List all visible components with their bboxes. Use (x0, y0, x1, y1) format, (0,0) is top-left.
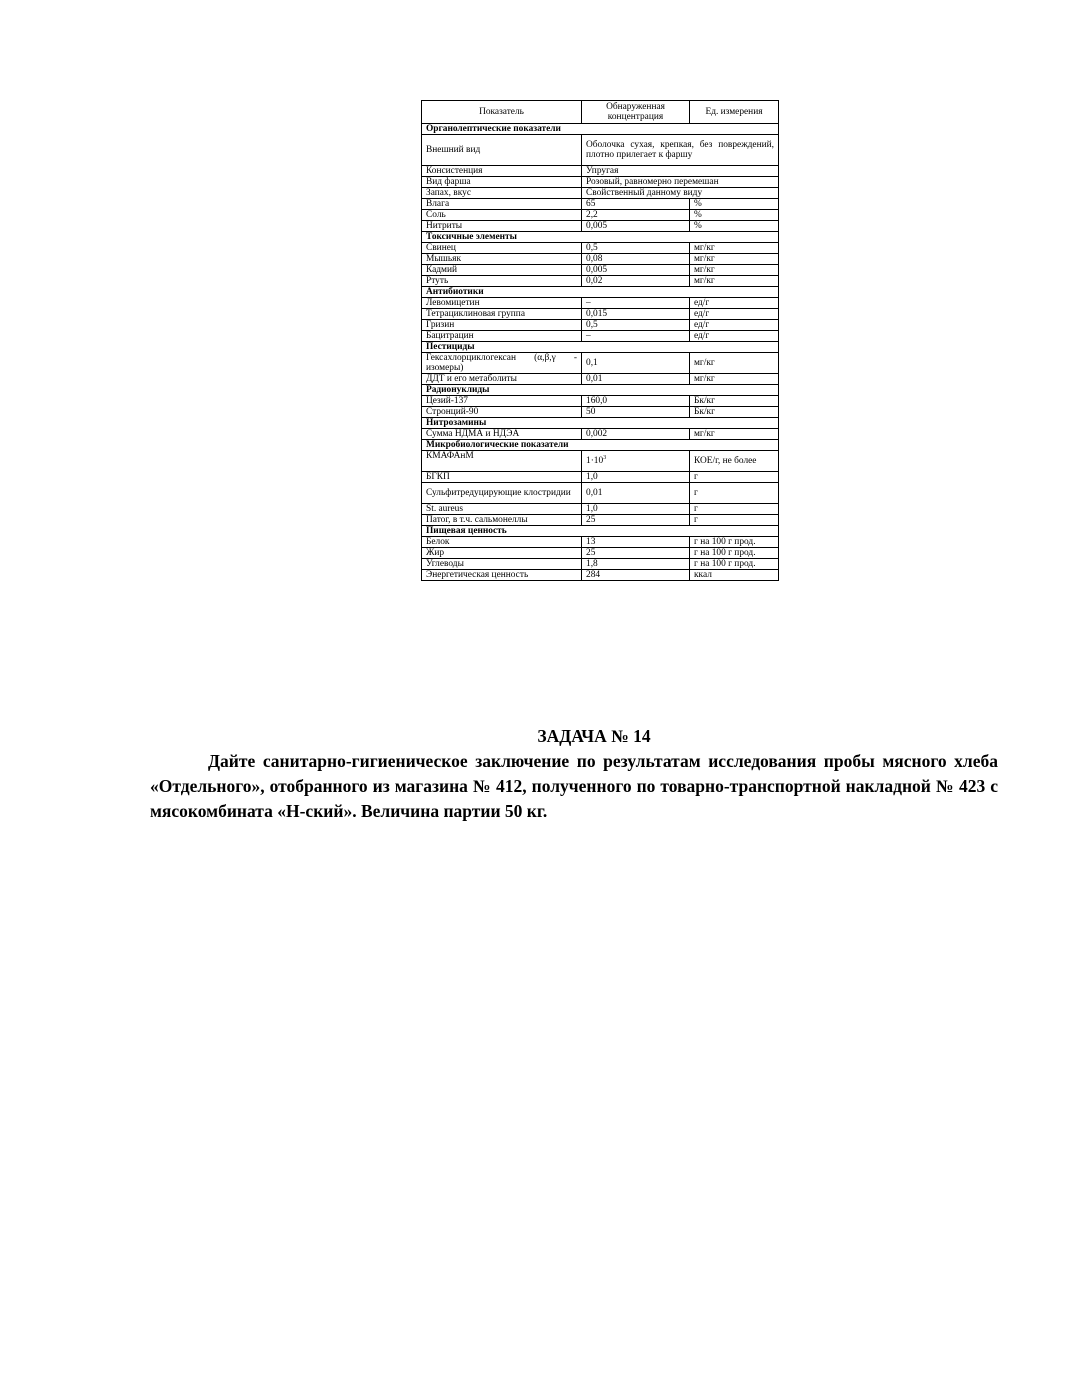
section-organoleptic: Органолептические показатели (422, 124, 779, 135)
row-unit: г (690, 472, 779, 483)
table-row (422, 451, 779, 472)
row-unit: % (690, 210, 779, 221)
row-unit: мг/кг (690, 429, 779, 440)
table-row (422, 166, 779, 177)
row-value: – (582, 331, 690, 342)
header-unit: Ед. измерения (690, 101, 779, 124)
row-name: Бацитрацин (422, 331, 582, 342)
table-row (422, 221, 779, 232)
section-microbio: Микробиологические показатели (422, 440, 779, 451)
table-row (422, 374, 779, 385)
row-value: 25 (582, 548, 690, 559)
table-row (422, 298, 779, 309)
row-unit: % (690, 199, 779, 210)
row-unit: мг/кг (690, 276, 779, 287)
row-value: 50 (582, 407, 690, 418)
row-name: Энергетическая ценность (422, 570, 582, 581)
row-value: – (582, 298, 690, 309)
table-row (422, 331, 779, 342)
table-row (422, 199, 779, 210)
table-row (422, 407, 779, 418)
row-unit: мг/кг (690, 353, 779, 374)
row-name: ДДТ и его метаболиты (422, 374, 582, 385)
row-value: 1,8 (582, 559, 690, 570)
row-value: 0,01 (582, 374, 690, 385)
row-value: 25 (582, 515, 690, 526)
row-name: Белок (422, 537, 582, 548)
row-value: Оболочка сухая, крепкая, без повреждений, плотно прилегает к фаршу (582, 135, 779, 166)
task-text: Дайте санитарно-гигиеническое заключение по результатам исследования пробы мясного хлеба «Отдельного», отобранного из магазина № 412, полученного по товарно-транспортной накладной № 423 с мясокомбината «Н-ский». Величина партии 50 кг. (150, 751, 998, 821)
section-nutrition: Пищевая ценность (422, 526, 779, 537)
row-value: 0,02 (582, 276, 690, 287)
section-antibiotics: Антибиотики (422, 287, 779, 298)
row-name: Жир (422, 548, 582, 559)
row-unit: ед/г (690, 331, 779, 342)
row-name: Ртуть (422, 276, 582, 287)
table-row (422, 537, 779, 548)
row-unit: % (690, 221, 779, 232)
row-unit: г (690, 483, 779, 504)
task-title: ЗАДАЧА № 14 (537, 726, 651, 746)
row-name: КМАФАнМ (422, 451, 582, 472)
row-unit: Бк/кг (690, 407, 779, 418)
row-name: Соль (422, 210, 582, 221)
row-value: 0,5 (582, 320, 690, 331)
row-value: Свойственный данному виду (582, 188, 779, 199)
header-concentration: Обнаруженная концентрация (582, 101, 690, 124)
header-indicator: Показатель (422, 101, 582, 124)
row-value: 160,0 (582, 396, 690, 407)
row-value: 1,0 (582, 472, 690, 483)
row-value: 1,0 (582, 504, 690, 515)
row-value: Упругая (582, 166, 779, 177)
row-name: Патог, в т.ч. сальмонеллы (422, 515, 582, 526)
row-value: 0,005 (582, 221, 690, 232)
row-unit: ед/г (690, 298, 779, 309)
lab-results-table (421, 100, 779, 581)
table-row (422, 276, 779, 287)
row-value: 0,015 (582, 309, 690, 320)
row-unit: г на 100 г прод. (690, 559, 779, 570)
table-row (422, 472, 779, 483)
row-name: Внешний вид (422, 135, 582, 166)
row-name: Консистенция (422, 166, 582, 177)
row-name: Запах, вкус (422, 188, 582, 199)
row-unit: мг/кг (690, 243, 779, 254)
value-base: 1·10 (586, 456, 604, 466)
row-value: 0,1 (582, 353, 690, 374)
task-block (150, 724, 998, 824)
table-row (422, 429, 779, 440)
table-row (422, 570, 779, 581)
table-row (422, 254, 779, 265)
table-row (422, 210, 779, 221)
row-unit: мг/кг (690, 265, 779, 276)
section-toxic: Токсичные элементы (422, 232, 779, 243)
section-nitrosamines: Нитрозамины (422, 418, 779, 429)
row-name: Углеводы (422, 559, 582, 570)
table-row (422, 396, 779, 407)
row-value: 65 (582, 199, 690, 210)
table-row (422, 188, 779, 199)
row-value: 2,2 (582, 210, 690, 221)
table-row (422, 548, 779, 559)
row-name: Влага (422, 199, 582, 210)
row-name: Стронций-90 (422, 407, 582, 418)
row-unit: мг/кг (690, 374, 779, 385)
row-value: 0,005 (582, 265, 690, 276)
table-row (422, 483, 779, 504)
table-row (422, 309, 779, 320)
row-name: Цезий-137 (422, 396, 582, 407)
row-unit: ккал (690, 570, 779, 581)
row-value: 0,01 (582, 483, 690, 504)
row-unit: г на 100 г прод. (690, 537, 779, 548)
table-row (422, 515, 779, 526)
row-unit: г (690, 504, 779, 515)
value-exponent: 3 (603, 454, 607, 461)
row-unit: г (690, 515, 779, 526)
row-unit: Бк/кг (690, 396, 779, 407)
row-unit: мг/кг (690, 254, 779, 265)
row-value: 13 (582, 537, 690, 548)
row-value: Розовый, равномерно перемешан (582, 177, 779, 188)
row-name: Вид фарша (422, 177, 582, 188)
table-header-row (422, 101, 779, 124)
table-row (422, 177, 779, 188)
table-row (422, 320, 779, 331)
table-row (422, 135, 779, 166)
table-row (422, 559, 779, 570)
row-name: Гексахлорциклогексан (α,β,γ - изомеры) (422, 353, 582, 374)
row-name: St. aureus (422, 504, 582, 515)
row-name: Свинец (422, 243, 582, 254)
row-name: Мышьяк (422, 254, 582, 265)
table-row (422, 353, 779, 374)
row-name: Тетрациклиновая группа (422, 309, 582, 320)
section-radionuclides: Радионуклиды (422, 385, 779, 396)
row-value: 284 (582, 570, 690, 581)
row-name: Гризин (422, 320, 582, 331)
row-name: Сульфитредуцирующие клостридии (422, 483, 582, 504)
row-value (582, 451, 690, 472)
table-row (422, 265, 779, 276)
row-name: Нитриты (422, 221, 582, 232)
table-row (422, 504, 779, 515)
row-unit: ед/г (690, 320, 779, 331)
section-pesticides: Пестициды (422, 342, 779, 353)
row-value: 0,08 (582, 254, 690, 265)
row-name: БГКП (422, 472, 582, 483)
row-unit: КОЕ/г, не более (690, 451, 779, 472)
table-row (422, 243, 779, 254)
row-name: Сумма НДМА и НДЭА (422, 429, 582, 440)
row-value: 0,002 (582, 429, 690, 440)
row-unit: г на 100 г прод. (690, 548, 779, 559)
row-name: Кадмий (422, 265, 582, 276)
row-unit: ед/г (690, 309, 779, 320)
row-name: Левомицетин (422, 298, 582, 309)
row-value: 0,5 (582, 243, 690, 254)
